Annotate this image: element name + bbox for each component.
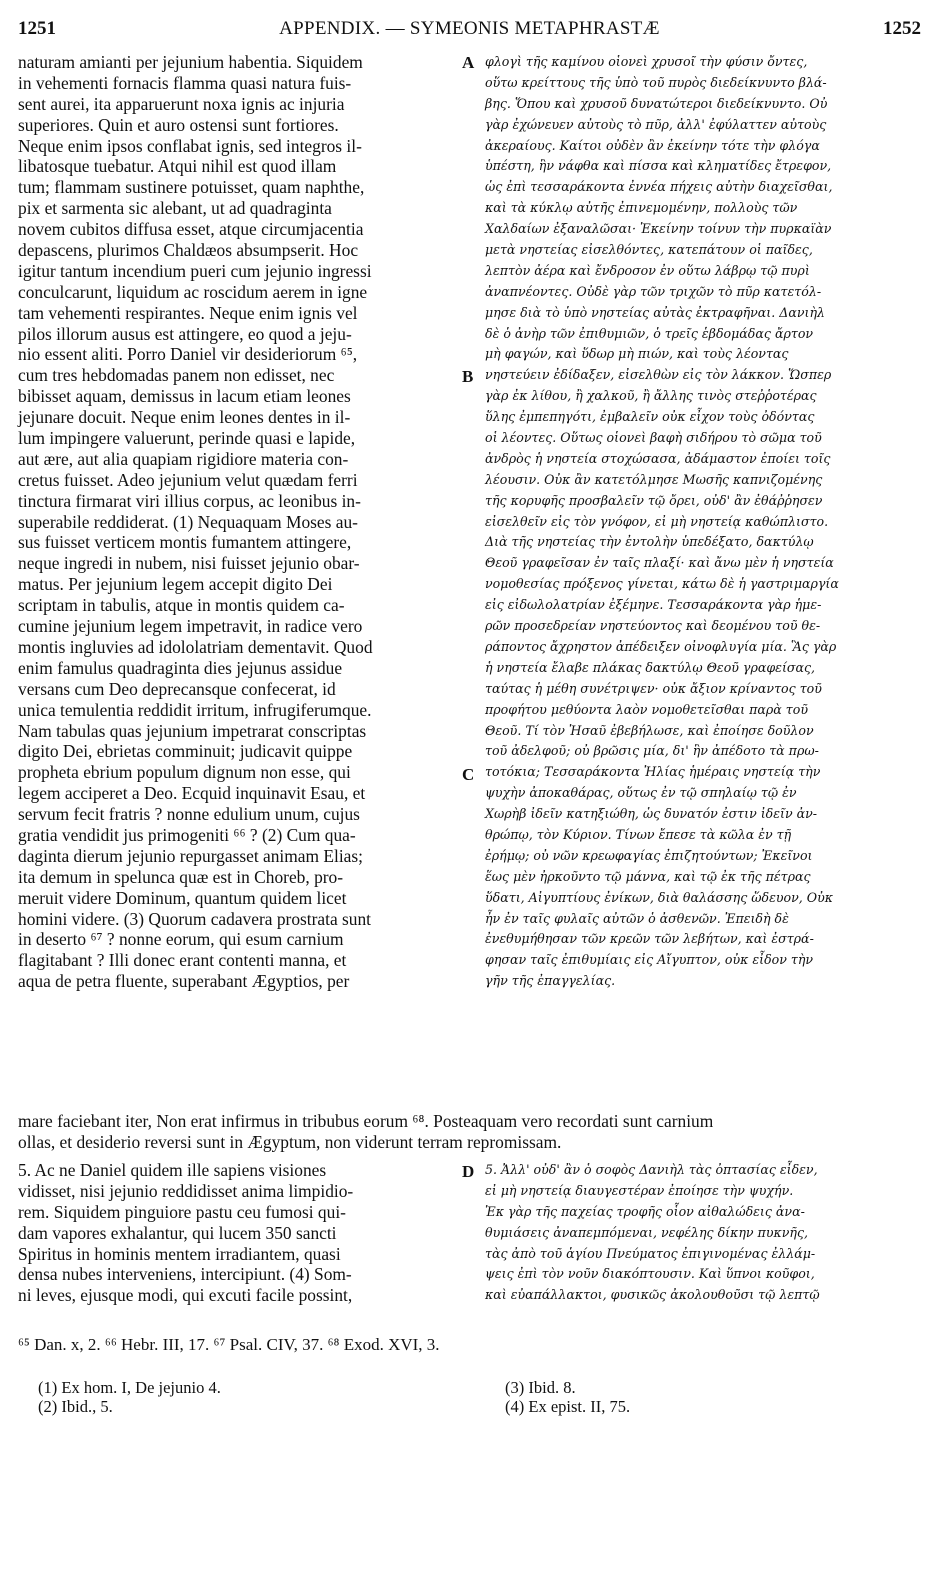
text-line: lum impingere valuerunt, perinde quasi e lapide, <box>18 428 356 449</box>
text-line: in deserto ⁶⁷ ? nonne eorum, qui esum carnium <box>18 929 344 950</box>
text-line: φησαν ταῖς ἐπιθυμίαις εἰς Αἴγυπτον, οὐκ εἶδον τὴν <box>485 952 814 968</box>
greek-column <box>485 52 920 992</box>
text-line: digito Dei, ebrietas comminuit; judicavit quippe <box>18 741 353 762</box>
text-line: ψυχὴν ἀποκαθάρας, οὕτως ἐν τῷ σπηλαίῳ τῷ ἐν <box>485 785 797 801</box>
text-line: 5. Ac ne Daniel quidem ille sapiens visiones <box>18 1160 327 1180</box>
text-line: Διὰ τῆς νηστείας τὴν ἐντολὴν ὑπεδέξατο, δακτύλῳ <box>485 534 814 550</box>
text-line: aqua de petra fluente, superabant Ægyptios, per <box>18 971 350 992</box>
text-line: tam vehementi respirantes. Neque enim ignis vel <box>18 302 358 323</box>
greek-column-section-5 <box>485 1160 920 1306</box>
footnote: (3) Ibid. 8. <box>505 1378 576 1397</box>
text-line: ὑπέστη, ἣν νάφθα καὶ πίσσα καὶ κληματίδες ἔτρεφον, <box>485 158 832 174</box>
text-line: εἰς εἰδωλολατρίαν ἐξέμηνε. Τεσσαράκοντα γὰρ ἡμε- <box>485 597 822 613</box>
footnote: (2) Ibid., 5. <box>38 1397 113 1416</box>
text-line: εἰσελθεῖν εἰς τὸν γνόφον, εἰ μὴ νηστείᾳ καθώπλιστο. <box>485 513 829 529</box>
text-line: cum tres hebdomadas panem non edisset, nec <box>18 365 335 386</box>
text-line: conculcarunt, liquidum ac roscidum aerem in igne <box>18 281 368 302</box>
text-line: εἰ μὴ νηστείᾳ διαυγεστέραν ἐποίησε τὴν ψυχήν. <box>485 1182 794 1198</box>
text-line: meruit videre Dominum, quantum quidem licet <box>18 887 347 908</box>
page-number-right: 1252 <box>883 18 921 39</box>
footnotes-left <box>38 1378 221 1416</box>
text-line: ψεις ἐπὶ τὸν νοῦν διακόπτουσιν. Καὶ ὕπνοι κοῦφοι, <box>485 1266 815 1282</box>
text-line: pix et sarmenta sic alebant, ut ad quadraginta <box>18 198 332 219</box>
text-line: versans cum Deo deprecansque confecerat, id <box>18 678 336 699</box>
text-line: neque ingredi in nubem, nisi fuisset jejunio obar- <box>18 553 360 574</box>
text-line: bibisset aquam, demissus in lacum etiam leones <box>18 386 351 407</box>
text-line: matus. Per jejunium legem accepit digito Dei <box>18 574 333 595</box>
text-line: ἀναπνέοντες. Οὐδὲ γὰρ τῶν τριχῶν τὸ πῦρ κατετόλ- <box>485 283 822 299</box>
full-width-text <box>18 1111 923 1153</box>
text-line: cumine jejunium legem impetravit, in radice vero <box>18 616 363 637</box>
text-line: γὰρ ἐκ λίθου, ἢ χαλκοῦ, ἢ ἄλλης τινὸς στεῤῥοτέρας <box>485 388 817 404</box>
section-marker-a: A <box>462 53 475 72</box>
text-line: depascens, plurimos Chaldæos absumpserit. Hoc <box>18 240 359 261</box>
text-line: καὶ τὰ κύκλῳ αὐτῆς ἐπινεμομένην, πολλοὺς τῶν <box>485 200 798 216</box>
text-line: novem cubitos diffusa esset, atque circumjacentia <box>18 219 364 240</box>
text-line: ἐνεθυμήθησαν τῶν κρεῶν τῶν λεβήτων, καὶ ἐστρά- <box>485 931 814 947</box>
text-line: ita demum in spelunca quæ est in Choreb, pro- <box>18 866 344 887</box>
text-line: καὶ εὐαπάλλακτοι, φυσικῶς ἀκολουθοῦσι τῷ λεπτῷ <box>485 1287 820 1303</box>
text-line: ni leves, ejusque modi, qui excuti facile possint, <box>18 1285 353 1306</box>
text-line: enim famulus quadraginta dies jejunus assidue <box>18 657 343 678</box>
text-line: ρῶν προσεδρείαν νηστεύοντος καὶ δεομένου τοῦ θε- <box>485 618 821 634</box>
text-line: Χωρὴβ ἰδεῖν κατηξιώθη, ὡς δυνατόν ἐστιν ἰδεῖν ἀν- <box>485 806 818 822</box>
text-line: τοτόκια; Τεσσαράκοντα Ἠλίας ἡμέραις νηστείᾳ τὴν <box>485 764 821 780</box>
text-line: naturam amianti per jejunium habentia. Siquidem <box>18 52 363 72</box>
text-line: propheta ebrium populum dignum non esse, qui <box>18 762 351 783</box>
text-line: ἕως μὲν ἠρκοῦντο τῷ μάννα, καὶ τῷ ἐκ τῆς πέτρας <box>485 868 811 884</box>
latin-column <box>18 52 470 992</box>
text-line: λέουσιν. Οὐκ ἂν κατετόλμησε Μωσῆς καπνιζομένης <box>485 471 823 487</box>
text-line: superiores. Quin et auro ostensi sunt fortiores. <box>18 114 339 135</box>
text-line: Spiritus in hominis mentem irradiantem, quasi <box>18 1243 341 1264</box>
text-line: mare faciebant iter, Non erat infirmus in tribubus eorum ⁶⁸. Posteaquam vero recordati sunt carnium <box>18 1111 714 1131</box>
text-line: tum; flammam sustinere potuisset, quam naphthe, <box>18 177 365 198</box>
text-line: Θεοῦ. Τί τὸν Ἠσαῦ ἐβεβήλωσε, καὶ ἐποίησε δοῦλον <box>485 722 814 738</box>
text-line: οὕτω κρείττους τῆς ὑπὸ τοῦ πυρὸς διεδείκνυντο βλά- <box>485 74 827 90</box>
scripture-references: ⁶⁵ Dan. x, 2. ⁶⁶ Hebr. III, 17. ⁶⁷ Psal. CIV, 37. ⁶⁸ Exod. XVI, 3. <box>18 1335 440 1354</box>
text-line: densa nubes interveniens, intercipiunt. (4) Som- <box>18 1264 352 1285</box>
text-line: vidisset, nisi jejunio reddidisset anima limpidio- <box>18 1180 354 1201</box>
text-line: montis ingluvies ad idololatriam dementavit. Quod <box>18 636 373 657</box>
section-marker-d: D <box>462 1162 475 1181</box>
text-line: flagitabant ? Illi donec erant contenti manna, et <box>18 950 347 971</box>
text-line: gratia vendidit jus primogeniti ⁶⁶ ? (2) Cum qua- <box>18 824 356 845</box>
text-line: Neque enim ipsos conflabat ignis, sed integros il- <box>18 135 362 156</box>
text-line: μὴ φαγών, καὶ ὕδωρ μὴ πιών, καὶ τοὺς λέοντας <box>485 346 789 362</box>
text-line: jejunare docuit. Neque enim leones dentes in il- <box>18 407 351 428</box>
text-line: sent aurei, ita apparuerunt noxa ignis ac injuria <box>18 93 345 114</box>
page-number-left: 1251 <box>18 18 56 39</box>
text-line: γῆν τῆς ἐπαγγελίας. <box>485 973 616 989</box>
text-line: aut ære, aut alia quapiam rigidiore materia con- <box>18 448 349 469</box>
text-line: scriptam in tabulis, atque in montis quidem ca- <box>18 595 345 616</box>
text-line: ἀνδρὸς ἡ νηστεία στοχώσασα, ἀδάμαστον ἐποίει τοῖς <box>485 450 831 466</box>
text-line: Χαλδαίων ἐξαναλῶσαι· Ἐκείνην τοίνυν τὴν πυρκαϊὰν <box>485 221 832 237</box>
text-line: τῆς κορυφῆς προσβαλεῖν τῷ ὄρει, οὐδ' ἂν ἐθάῤῥησεν <box>485 492 823 508</box>
text-line: βης. Ὅπου καὶ χρυσοῦ δυνατώτεροι διεδείκνυντο. Οὐ <box>485 95 828 111</box>
text-line: homini videre. (3) Quorum cadavera prostrata sunt <box>18 908 372 929</box>
text-line: Nam tabulas quas jejunium impetrarat conscriptas <box>18 720 367 741</box>
text-line: ὡς ἐπὶ τεσσαράκοντα ἐννέα πήχεις αὐτὴν διαχεῖσθαι, <box>485 179 833 195</box>
text-line: προφήτου μεθύοντα λαὸν νομοθετεῖσθαι παρὰ τοῦ <box>485 701 808 717</box>
text-line: superabile reddiderat. (1) Nequaquam Moses au- <box>18 511 358 532</box>
text-line: οἱ λέοντες. Οὕτως οἱονεὶ βαφὴ σιδήρου τὸ σῶμα τοῦ <box>485 430 822 446</box>
text-line: in vehementi fornacis flamma quasi natura fuis- <box>18 72 352 93</box>
text-line: μετὰ νηστείας εἰσελθόντες, κατεπάτουν οἱ παῖδες, <box>485 242 813 258</box>
text-line: sus fuisset verticem montis fumantem attingere, <box>18 532 352 553</box>
text-line: unica temulentia reddidit irritum, infrugiferumque. <box>18 699 372 720</box>
text-line: νηστεύειν ἐδίδαξεν, εἰσελθὼν εἰς τὸν λάκκον. Ὥσπερ <box>485 367 832 383</box>
text-line: igitur tantum incendium pueri cum jejunio ingressi <box>18 260 372 281</box>
text-line: libatosque tuebatur. Atqui nihil est quod illam <box>18 156 337 177</box>
text-line: ἐρήμῳ; οὐ νῶν κρεωφαγίας ἐπιζητούντων; Ἐκεῖνοι <box>485 847 813 863</box>
text-line: cretus fuisset. Adeo jejunium velut quædam ferri <box>18 469 358 490</box>
running-header <box>18 18 921 46</box>
text-line: δὲ ὁ ἀνὴρ τῶν ἐπιθυμιῶν, ὁ τρεῖς ἑβδομάδας ἄρτον <box>485 325 814 341</box>
section-marker-b: B <box>462 367 474 386</box>
footnote: (4) Ex epist. II, 75. <box>505 1397 631 1416</box>
text-line: servum fecit fratris ? nonne edulium unum, cujus <box>18 804 360 825</box>
text-line: Θεοῦ γραφεῖσαν ἐν ταῖς πλαξί· καὶ ἄνω μὲν ἡ νηστεία <box>485 555 834 571</box>
text-line: ὕδατι, Αἰγυπτίους ἐνίκων, διὰ θαλάσσης ὥδευον, Οὐκ <box>485 889 834 905</box>
text-line: dam vapores exhalantur, qui lucem 350 sancti <box>18 1222 337 1243</box>
text-line: tinctura firmarat viri illius corpus, ac leonibus in- <box>18 490 361 511</box>
text-line: rem. Siquidem pinguiore pastu ceu fumosi qui- <box>18 1201 346 1222</box>
text-line: ταύτας ἡ μέθη συνέτριψεν· οὐκ ἄξιον κρίναντος τοῦ <box>485 680 822 696</box>
text-line: φλογὶ τῆς καμίνου οἱονεὶ χρυσοῖ τὴν φύσιν ὄντες, <box>485 54 808 69</box>
text-line: θρώπῳ, τὸν Κύριον. Τίνων ἔπεσε τὰ κῶλα ἐν τῇ <box>485 826 792 842</box>
text-line: θυμιάσεις ἀναπεμπόμεναι, νεφέλης δίκην πυκνῆς, <box>485 1224 809 1240</box>
text-line: τὰς ἀπὸ τοῦ ἁγίου Πνεύματος ἐπιγινομένας ἐλλάμ- <box>485 1245 816 1261</box>
running-title: APPENDIX. — SYMEONIS METAPHRASTÆ <box>279 18 660 39</box>
text-line: ράποντος ἄχρηστον ἀπέδειξεν οἰνοφλυγία μία. Ἃς γὰρ <box>485 638 837 654</box>
text-line: ἦν ἐν ταῖς φυλαῖς αὐτῶν ὁ ἀσθενῶν. Ἐπειδὴ δὲ <box>485 910 789 926</box>
section-marker-c: C <box>462 765 475 784</box>
text-line: nio essent aliti. Porro Daniel vir desideriorum ⁶⁵, <box>18 344 358 365</box>
text-line: Ἐκ γὰρ τῆς παχείας τροφῆς οἷον αἰθαλώδεις ἀνα- <box>485 1203 805 1219</box>
text-line: μησε διὰ τὸ ὑπὸ νηστείας αὐτὰς ἐκτραφῆναι. Δανιὴλ <box>485 304 825 320</box>
footnote: (1) Ex hom. I, De jejunio 4. <box>38 1378 221 1397</box>
text-line: ὕλης ἐμπεπηγότι, ἐμβαλεῖν οὐκ εἶχον τοὺς ὀδόντας <box>485 409 815 425</box>
latin-column-section-5 <box>18 1160 470 1306</box>
text-line: τοῦ ἀδελφοῦ; οὐ βρῶσις μία, δι' ἣν ἀπέδοτο τὰ πρω- <box>485 743 819 759</box>
text-line: daginta dierum jejunio repurgasset animam Elias; <box>18 845 363 866</box>
text-line: 5. Ἀλλ' οὐδ' ἂν ὁ σοφὸς Δανιὴλ τὰς ὀπτασίας εἶδεν, <box>485 1162 818 1177</box>
text-line: γὰρ ἐχώνευεν αὐτοὺς τὸ πῦρ, ἀλλ' ἐφύλαττεν αὐτοὺς <box>485 116 827 132</box>
text-line: λεπτὸν ἀέρα καὶ ἔνδροσον ἐν οὕτω λάβρῳ τῷ πυρὶ <box>485 262 810 278</box>
text-line: ollas, et desiderio reversi sunt in Ægyptum, non viderunt terram repromissam. <box>18 1132 562 1152</box>
text-line: ἡ νηστεία ἔλαβε πλάκας δακτύλῳ Θεοῦ γραφείσας, <box>485 659 816 675</box>
text-line: ἀκεραίους. Καίτοι οὐδὲν ἂν ἐκείνην τότε τὴν φλόγα <box>485 137 820 153</box>
text-line: νομοθεσίας πρόξενος γίνεται, κάτω δὲ ἡ γαστριμαργία <box>485 576 839 592</box>
text-line: legem acciperet a Deo. Ecquid inquinavit Esau, et <box>18 783 366 804</box>
footnotes-right <box>505 1378 630 1416</box>
text-line: pilos illorum ausus est attingere, eo quod a jeju- <box>18 323 352 344</box>
